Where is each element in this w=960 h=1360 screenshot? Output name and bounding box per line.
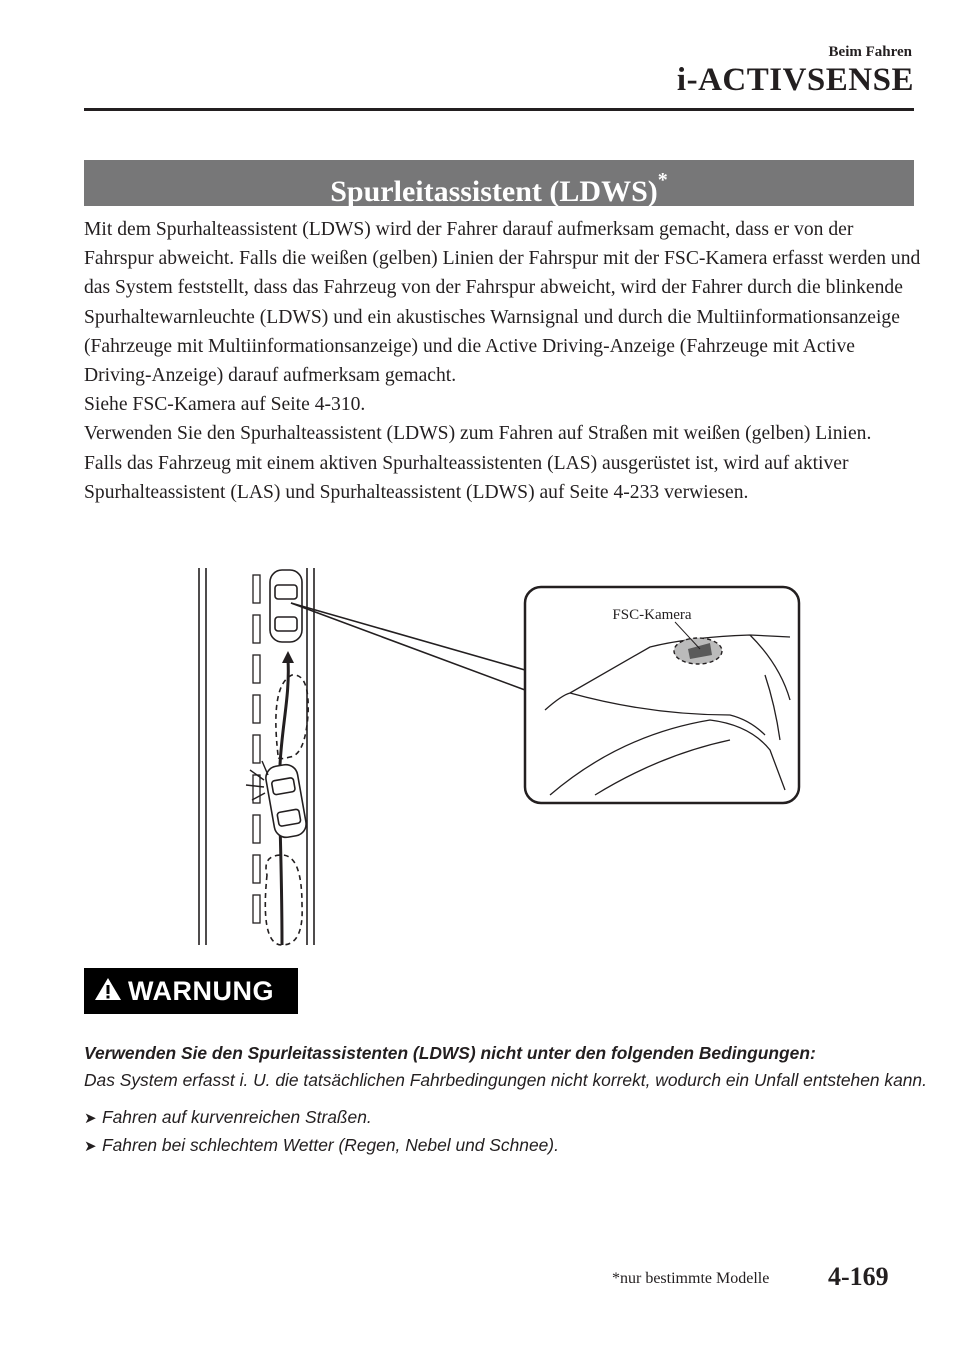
camera-view-pointer xyxy=(291,603,525,690)
section-title: Beim Fahren xyxy=(828,44,912,60)
list-item xyxy=(84,1132,934,1160)
warning-badge xyxy=(84,968,298,1014)
list-item-text: Fahren auf kurvenreichen Straßen. xyxy=(102,1107,372,1127)
list-item-text: Fahren bei schlechtem Wetter (Regen, Nebel und Schnee). xyxy=(102,1135,559,1155)
dashed-lane-markings xyxy=(253,575,260,923)
optional-feature-asterisk: * xyxy=(657,169,668,191)
warning-triangle-icon xyxy=(94,976,122,1007)
page-title-text: Spurleitassistent (LDWS) xyxy=(330,175,658,208)
las-paragraph: Falls das Fahrzeug mit einem aktiven Spurhalteassistenten (LAS) ausgerüstet ist, wird auf aktiver Spurhalteassistent (LAS) und Spurhalteassistent (LDWS) auf Seite 4-233 verwiesen. xyxy=(84,452,849,503)
warning-label: WARNUNG xyxy=(128,975,274,1006)
page-title xyxy=(84,160,914,206)
ldws-illustration xyxy=(190,565,810,955)
warning-heading: Verwenden Sie den Spurleitassistenten (LDWS) nicht unter den folgenden Bedingungen: xyxy=(84,1043,816,1063)
page-number: 4-169 xyxy=(828,1262,889,1291)
reference-paragraph: Siehe FSC-Kamera auf Seite 4-310. xyxy=(84,394,366,416)
list-item xyxy=(84,1104,934,1132)
warning-description: Das System erfasst i. U. die tatsächlichen Fahrbedingungen nicht korrekt, wodurch ein Unfall entstehen kann. xyxy=(84,1070,927,1090)
fsc-camera-label: FSC-Kamera xyxy=(612,607,692,623)
warning-content xyxy=(84,1040,934,1160)
footnote: *nur bestimmte Modelle xyxy=(612,1270,770,1287)
intro-paragraph: Mit dem Spurhalteassistent (LDWS) wird der Fahrer darauf aufmerksam gemacht, dass er von der Fahrspur abweicht. Falls die weißen (gelben) Linien der Fahrspur mit der FSC-Kamera erfasst werden und das System feststellt, dass das Fahrzeug von der Fahrspur abweicht, wird der Fahrer durch die blinkende Spurhaltewarnleuchte (LDWS) und ein akustisches Warnsignal und durch die Multiinformationsanzeige (Fahrzeuge mit Multiinformationsanzeige) und die Active Driving-Anzeige (Fahrzeuge mit Active Driving-Anzeige) darauf aufmerksam gemacht. xyxy=(84,219,921,387)
warning-flash-icon xyxy=(246,761,268,800)
trajectory-arrow xyxy=(282,651,294,663)
body-text xyxy=(84,215,924,507)
drifting-car xyxy=(264,763,308,839)
header-divider xyxy=(84,108,914,111)
arrow-bullet-icon: ➤ xyxy=(84,1138,97,1155)
chapter-title: i-ACTIVSENSE xyxy=(676,62,914,98)
warning-list xyxy=(84,1104,934,1160)
usage-paragraph: Verwenden Sie den Spurhalteassistent (LDWS) zum Fahren auf Straßen mit weißen (gelben) Linien. xyxy=(84,423,872,445)
arrow-bullet-icon: ➤ xyxy=(84,1110,97,1127)
